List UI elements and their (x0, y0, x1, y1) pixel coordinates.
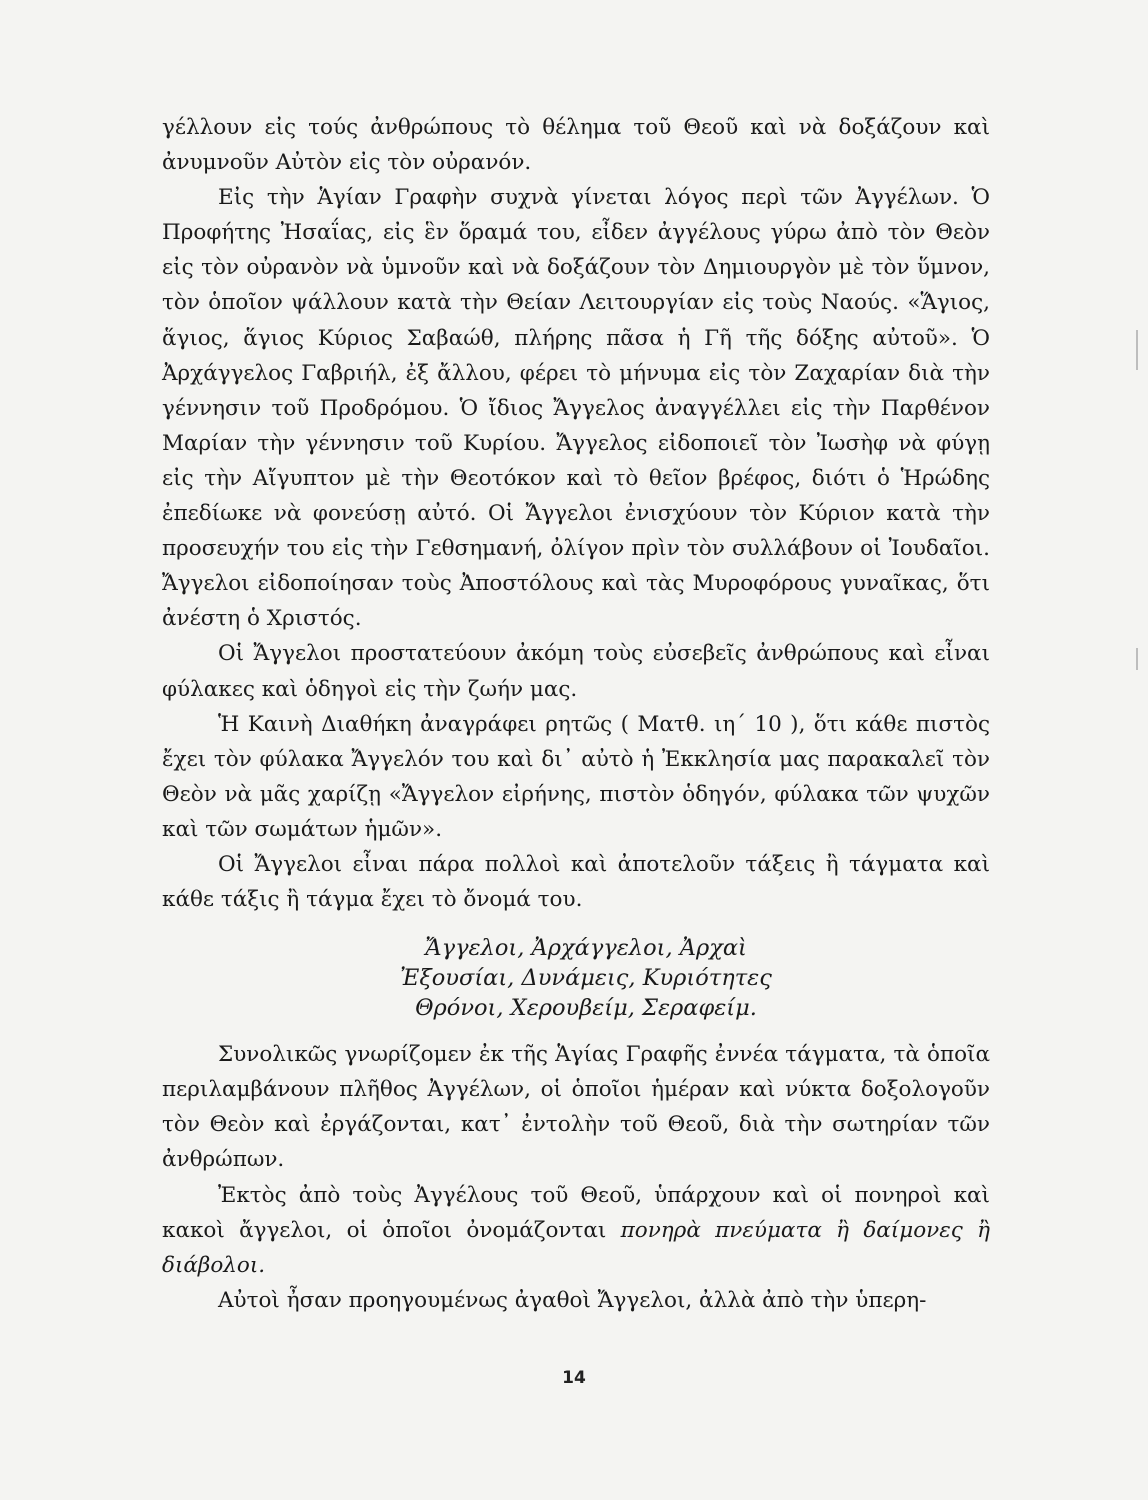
paragraph-scripture-angels: Εἰς τὴν Ἁγίαν Γραφὴν συχνὰ γίνεται λόγος περὶ τῶν Ἀγγέλων. Ὁ Προφήτης Ἠσαΐας, εἰς ἓν ὅραμά του, εἶδεν ἀγγέλους γύρω ἀπὸ τὸν Θεὸν εἰς τὸν οὐρανὸν νὰ ὑμνοῦν καὶ νὰ δοξάζουν τὸν Δημιουργὸν μὲ τὸν ὕμνον, τὸν ὁποῖον ψάλλουν κατὰ τὴν Θείαν Λειτουργίαν εἰς τοὺς Ναούς. «Ἅγιος, ἅγιος, ἅγιος Κύριος Σαβαώθ, πλήρης πᾶσα ἡ Γῆ τῆς δόξης αὐτοῦ». Ὁ Ἀρχάγγελος Γαβριήλ, ἐξ ἄλλου, φέρει τὸ μήνυμα εἰς τὸν Ζαχαρίαν διὰ τὴν γέννησιν τοῦ Προδρόμου. Ὁ ἴδιος Ἄγγελος ἀναγγέλλει εἰς τὴν Παρθένον Μαρίαν τὴν γέννησιν τοῦ Κυρίου. Ἄγγελος εἰδοποιεῖ τὸν Ἰωσὴφ νὰ φύγῃ εἰς τὴν Αἴγυπτον μὲ τὴν Θεοτόκον καὶ τὸ θεῖον βρέφος, διότι ὁ Ἡρώδης ἐπεδίωκε νὰ φονεύσῃ αὐτό. Οἱ Ἄγγελοι ἐνισχύουν τὸν Κύριον κατὰ τὴν προσευχήν του εἰς τὴν Γεθσημανή, ὀλίγον πρὶν τὸν συλλάβουν οἱ Ἰουδαῖοι. Ἄγγελοι εἰδοποίησαν τοὺς Ἀποστόλους καὶ τὰς Μυροφόρους γυναῖκας, ὅτι ἀνέστη ὁ Χριστός. (162, 185, 990, 632)
paragraph-orders-intro: Οἱ Ἄγγελοι εἶναι πάρα πολλοὶ καὶ ἀποτελοῦν τάξεις ἢ τάγματα καὶ κάθε τάξις ἢ τάγμα ἔχει τὸ ὄνομά του. (162, 851, 990, 913)
paragraph-new-testament: Ἡ Καινὴ Διαθήκη ἀναγράφει ρητῶς ( Ματθ. ιη΄ 10 ), ὅτι κάθε πιστὸς ἔχει τὸν φύλακα Ἄγγελόν του καὶ δι᾽ αὐτὸ ἡ Ἐκκλησία μας παρακαλεῖ τὸν Θεὸν νὰ μᾶς χαρίζῃ «Ἄγγελον εἰρήνης, πιστὸν ὁδηγόν, φύλακα τῶν ψυχῶν καὶ τῶν σωμάτων ἡμῶν». (162, 711, 990, 842)
evil-angels-names: πονηρὰ πνεύματα ἢ δαίμονες ἢ διάβολοι. (162, 1217, 990, 1278)
page-body (162, 110, 990, 1318)
angelic-orders-list (162, 933, 990, 1023)
paragraph-nine-orders: Συνολικῶς γνωρίζομεν ἐκ τῆς Ἁγίας Γραφῆς ἐννέα τάγματα, τὰ ὁποῖα περιλαμβάνουν πλῆθος Ἀγγέλων, οἱ ὁποῖοι ἡμέραν καὶ νύκτα δοξολογοῦν τὸν Θεὸν καὶ ἐργάζονται, κατ᾽ ἐντολὴν τοῦ Θεοῦ, διὰ τὴν σωτηρίαν τῶν ἀνθρώπων. (162, 1042, 990, 1173)
paragraph-guardians: Οἱ Ἄγγελοι προστατεύουν ἀκόμη τοὺς εὐσεβεῖς ἀνθρώπους καὶ εἶναι φύλακες καὶ ὁδηγοὶ εἰς τὴν ζωήν μας. (162, 641, 990, 702)
paragraph-evil-angels (162, 1178, 990, 1283)
orders-line: Ἄγγελοι, Ἀρχάγγελοι, Ἀρχαὶ (425, 935, 747, 962)
orders-line: Θρόνοι, Χερουβείμ, Σεραφείμ. (415, 995, 757, 1022)
paragraph-last-line: Αὐτοὶ ἦσαν προηγουμένως ἀγαθοὶ Ἄγγελοι, ἀλλὰ ἀπὸ τὴν ὑπερη- (218, 1287, 927, 1313)
orders-line: Ἐξουσίαι, Δυνάμεις, Κυριότητες (400, 965, 772, 992)
evil-angels-text: Ἐκτὸς ἀπὸ τοὺς Ἀγγέλους τοῦ Θεοῦ, ὑπάρχουν καὶ οἱ πονηροὶ καὶ κακοὶ ἄγγελοι, οἱ ὁποῖοι ὀνομάζονται (162, 1182, 990, 1243)
page-number: 14 (562, 1368, 586, 1388)
scan-edge-mark (1136, 648, 1138, 670)
paragraph-continuation: γέλλουν εἰς τούς ἀνθρώπους τὸ θέλημα τοῦ Θεοῦ καὶ νὰ δοξάζουν καὶ ἀνυμνοῦν Αὐτὸν εἰς τὸν οὐρανόν. (162, 115, 990, 176)
scan-edge-mark (1136, 330, 1138, 370)
